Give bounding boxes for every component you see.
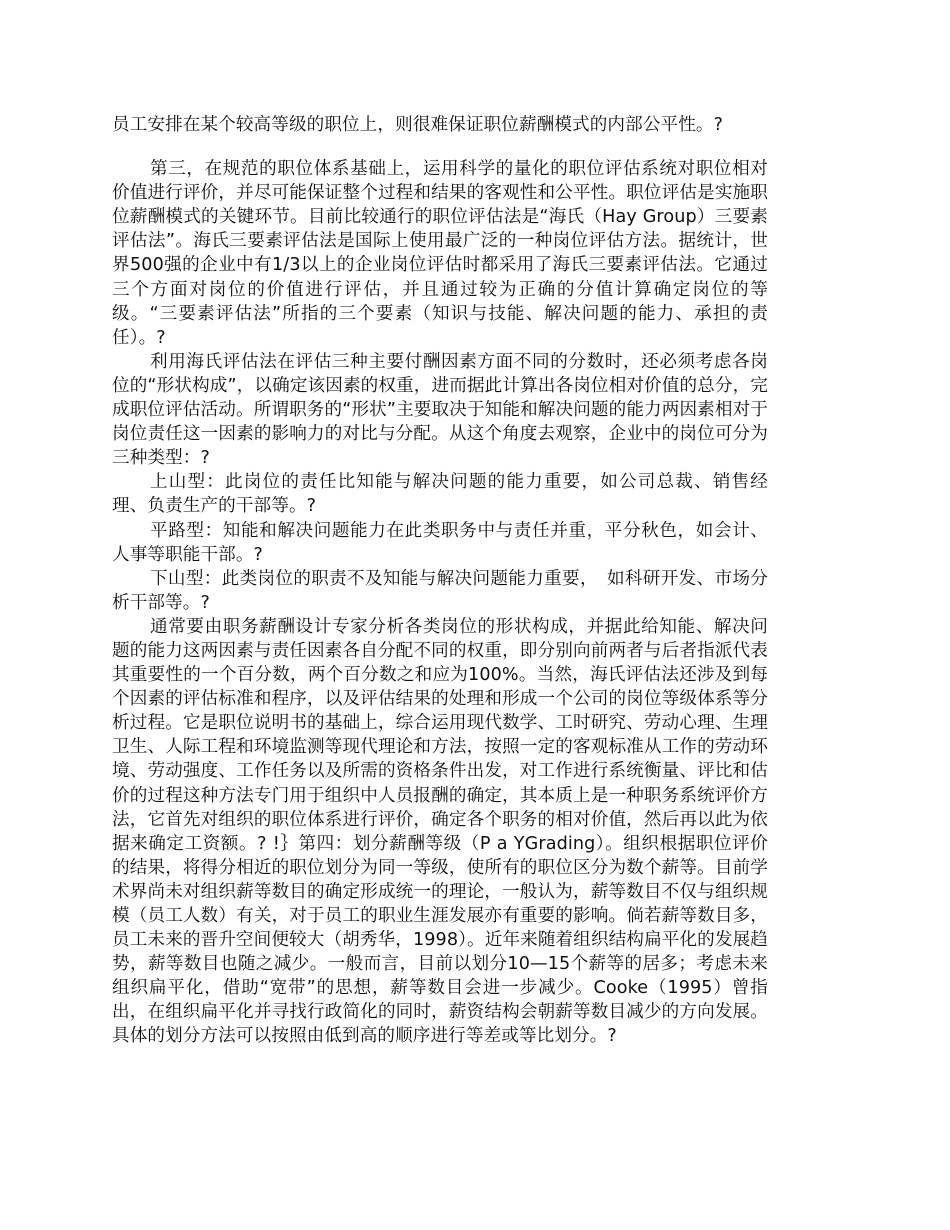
paragraph-uphill-type: 上山型：此岗位的责任比知能与解决问题的能力重要，如公司总裁、销售经理、负责生产的干部等。? [112,472,768,517]
paragraph-job-evaluation: 第三，在规范的职位体系基础上，运用科学的量化的职位评估系统对职位相对价值进行评价，并尽可能保证整个过程和结果的客观性和公平性。职位评估是实施职位薪酬模式的关键环节。目前比较通行的职位评估法是“海氏（Hay Group）三要素评估法”。海氏三要素评估法是国际上使用最广泛的一种岗位评估方法。据统计，世界500强的企业中有1/3以上的企业岗位评估时都采用了海氏三要素评估法。它通过三个方面对岗位的价值进行评估，并且通过较为正确的分值计算确定岗位的等级。“三要素评估法”所指的三个要素（知识与技能、解决问题的能力、承担的责任）。? [112,159,768,348]
document-body [112,113,768,1049]
paragraph-pay-grading: 通常要由职务薪酬设计专家分析各类岗位的形状构成，并据此给知能、解决问题的能力这两因素与责任因素各自分配不同的权重，即分别向前两者与后者指派代表其重要性的一个百分数，两个百分数之和应为100%。当然，海氏评估法还涉及到每个因素的评估标准和程序，以及评估结果的处理和形成一个公司的岗位等级体系等分析过程。它是职位说明书的基础上，综合运用现代数学、工时研究、劳动心理、生理卫生、人际工程和环境监测等现代理论和方法，按照一定的客观标准从工作的劳动环境、劳动强度、工作任务以及所需的资格条件出发，对工作进行系统衡量、评比和估价的过程这种方法专门用于组织中人员报酬的确定，其本质上是一种职务系统评价方法，它首先对组织的职位体系进行评价，确定各个职务的相对价值，然后再以此为依据来确定工资额。? !｝第四：划分薪酬等级（P a YGrading）。组织根据职位评价的结果，将得分相近的职位划分为同一等级，使所有的职位区分为数个薪等。目前学术界尚未对组织薪等数目的确定形成统一的理论，一般认为，薪等数目不仅与组织规模（员工人数）有关，对于员工的职业生涯发展亦有重要的影响。倘若薪等数目多，员工未来的晋升空间便较大（胡秀华，1998）。近年来随着组织结构扁平化的发展趋势，薪等数目也随之减少。一般而言，目前以划分10—15个薪等的居多；考虑未来组织扁平化，借助“宽带”的思想，薪等数目会进一步减少。Cooke（1995）曾指出，在组织扁平化并寻找行政简化的同时，薪资结构会朝薪等数目减少的方向发展。具体的划分方法可以按照由低到高的顺序进行等差或等比划分。? [112,616,768,1047]
paragraph-downhill-type: 下山型：此类岗位的职责不及知能与解决问题能力重要， 如科研开发、市场分析干部等。? [112,568,768,613]
paragraph-continuation: 员工安排在某个较高等级的职位上，则很难保证职位薪酬模式的内部公平性。? [112,115,724,135]
paragraph-shape-composition: 利用海氏评估法在评估三种主要付酬因素方面不同的分数时，还必须考虑各岗位的“形状构成”，以确定该因素的权重，进而据此计算出各岗位相对价值的总分，完成职位评估活动。所谓职务的“形状”主要取决于知能和解决问题的能力两因素相对于岗位责任这一因素的影响力的对比与分配。从这个角度去观察，企业中的岗位可分为三种类型：? [112,351,768,469]
paragraph-flat-type: 平路型：知能和解决问题能力在此类职务中与责任并重，平分秋色，如会计、人事等职能干部。? [112,520,768,565]
